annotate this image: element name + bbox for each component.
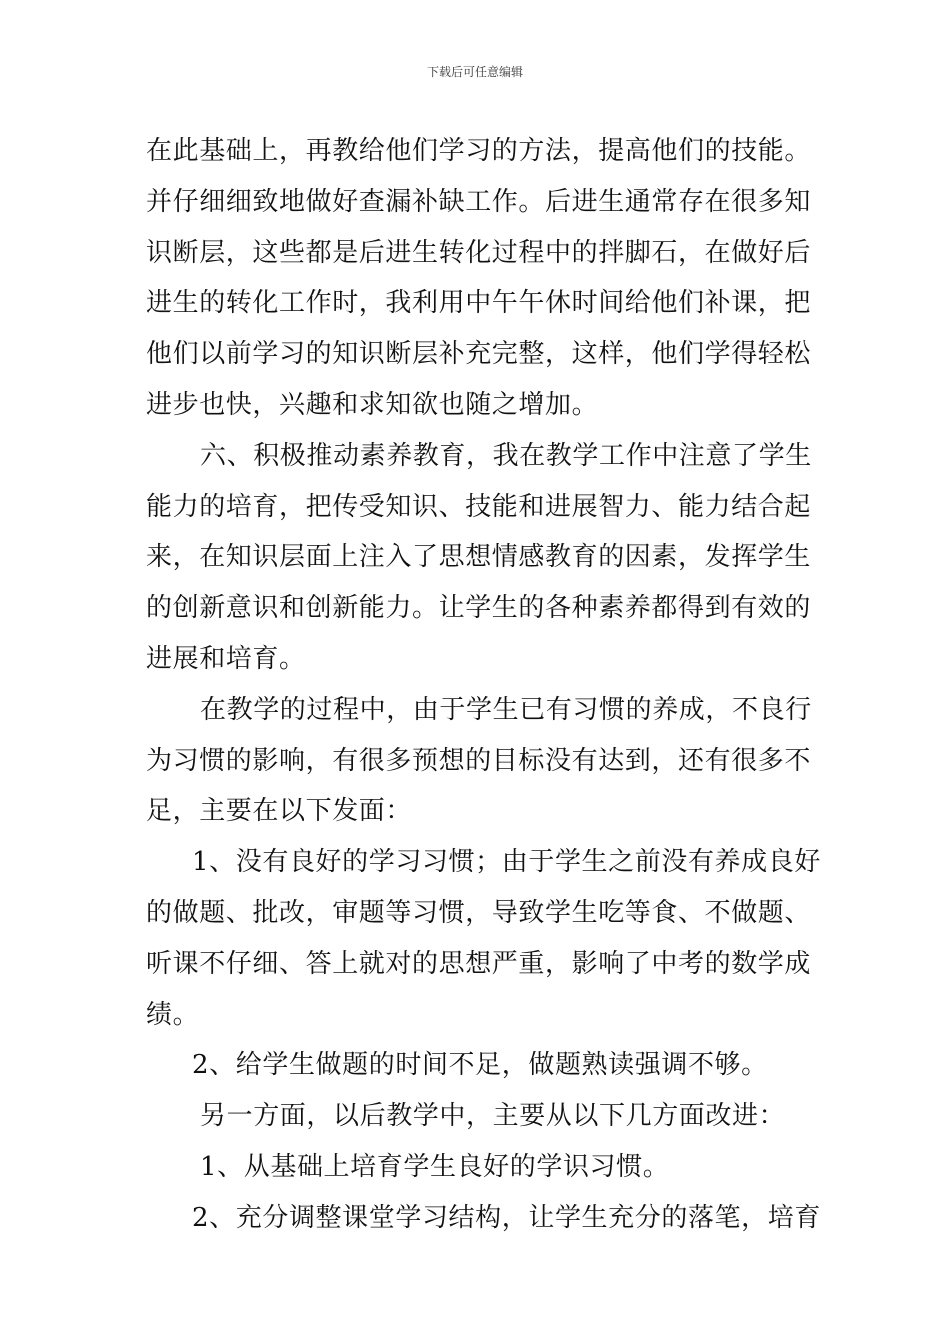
text-line: 并仔细细致地做好查漏补缺工作。后进生通常存在很多知 <box>146 186 812 217</box>
text-line: 进步也快，兴趣和求知欲也随之增加。 <box>146 389 599 420</box>
text-line: 他们以前学习的知识断层补充完整，这样，他们学得轻松 <box>146 339 812 370</box>
text-line: 识断层，这些都是后进生转化过程中的拌脚石，在做好后 <box>146 237 812 268</box>
page-header: 下载后可任意编辑 <box>426 65 523 79</box>
paragraph-start-line: 另一方面，以后教学中，主要从以下几方面改进： <box>200 1101 786 1132</box>
text-line: 在此基础上，再教给他们学习的方法，提高他们的技能。 <box>146 136 812 166</box>
text-line: 足，主要在以下发面： <box>146 796 413 827</box>
text-line: 的创新意识和创新能力。让学生的各种素养都得到有效的 <box>146 593 812 624</box>
text-line: 进展和培育。 <box>146 643 306 674</box>
list-item-line: 1、从基础上培育学生良好的学识习惯。 <box>200 1151 670 1182</box>
text-line: 来，在知识层面上注入了思想情感教育的因素，发挥学生 <box>146 542 812 573</box>
text-line: 听课不仔细、答上就对的思想严重，影响了中考的数学成 <box>146 948 812 979</box>
paragraph-start-line: 六、积极推动素养教育，我在教学工作中注意了学生 <box>200 440 812 471</box>
paragraph-start-line: 在教学的过程中，由于学生已有习惯的养成，不良行 <box>200 694 812 725</box>
text-line: 的做题、批改，审题等习惯，导致学生吃等食、不做题、 <box>146 897 812 928</box>
text-line: 进生的转化工作时，我利用中午午休时间给他们补课，把 <box>146 288 812 319</box>
text-line: 能力的培育，把传受知识、技能和进展智力、能力结合起 <box>146 491 812 522</box>
list-item-line: 2、充分调整课堂学习结构，让学生充分的落笔，培育 <box>192 1202 821 1233</box>
list-item-line: 2、给学生做题的时间不足，做题熟读强调不够。 <box>192 1050 768 1081</box>
document-body <box>146 126 821 1244</box>
text-line: 为习惯的影响，有很多预想的目标没有达到，还有很多不 <box>146 745 812 776</box>
text-line: 绩。 <box>146 999 200 1030</box>
list-item-line: 1、没有良好的学习习惯；由于学生之前没有养成良好 <box>192 847 821 878</box>
